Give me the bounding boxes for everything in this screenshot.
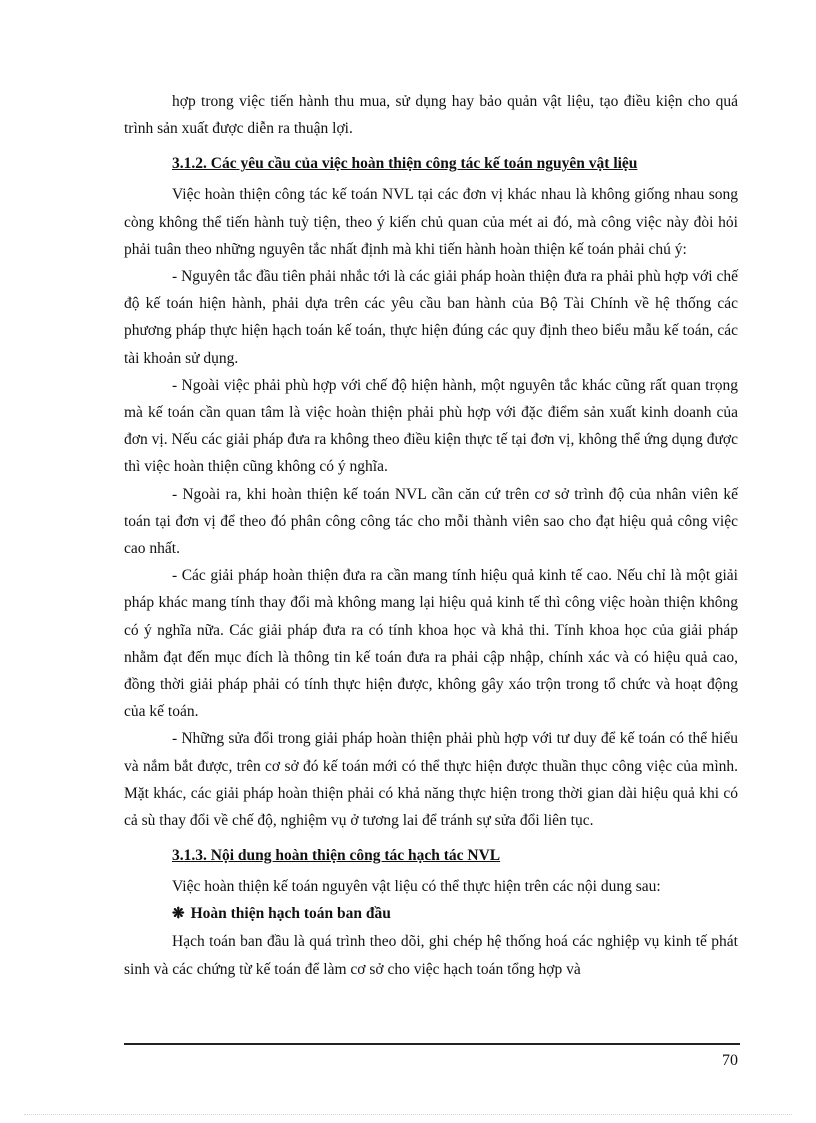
- bullet-heading-initial-accounting: [124, 900, 738, 928]
- paragraph-intro-continued: hợp trong việc tiến hành thu mua, sử dụng hay bảo quản vật liệu, tạo điều kiện cho quá trình sản xuất được diễn ra thuận lợi.: [124, 93, 738, 138]
- paragraph-content-intro: Việc hoàn thiện kế toán nguyên vật liệu có thể thực hiện trên các nội dung sau:: [172, 878, 661, 896]
- paragraph-principle-accounting-regime: - Nguyên tắc đầu tiên phải nhắc tới là các giải pháp hoàn thiện đưa ra phải phù hợp với chế độ kế toán hiện hành, phải dựa trên các yêu cầu ban hành của Bộ Tài Chính về hệ thống các phương pháp thực hiện hạch toán kế toán, thực hiện đúng các quy định theo biểu mẫu kế toán, các tài khoản sử dụng.: [124, 268, 738, 367]
- page-edge-divider: [24, 1114, 792, 1115]
- page-number: 70: [722, 1052, 738, 1069]
- paragraph-principle-business-fit: - Ngoài việc phải phù hợp với chế độ hiện hành, một nguyên tắc khác cũng rất quan trọng mà kế toán cần quan tâm là việc hoàn thiện phải phù hợp với đặc điểm sản xuất kinh doanh của đơn vị. Nếu các giải pháp đưa ra không theo điều kiện thực tế tại đơn vị, không thể ứng dụng được thì việc hoàn thiện cũng không có ý nghĩa.: [124, 376, 738, 476]
- footer-divider: [124, 1043, 740, 1045]
- heading-3-1-3: 3.1.3. Nội dung hoàn thiện công tác hạch tác NVL: [172, 847, 501, 865]
- document-page: [124, 88, 738, 983]
- flower-bullet-icon: ❋: [172, 906, 185, 923]
- paragraph-principle-staff-level: - Ngoài ra, khi hoàn thiện kế toán NVL cần căn cứ trên cơ sở trình độ của nhân viên kế toán tại đơn vị để theo đó phân công công tác cho mỗi thành viên sao cho đạt hiệu quả công việc cao nhất.: [124, 485, 738, 558]
- paragraph-requirements-intro: Việc hoàn thiện công tác kế toán NVL tại các đơn vị khác nhau là không giống nhau song còng không thể tiến hành tuỳ tiện, theo ý kiến chủ quan của mét ai đó, mà công việc này đòi hỏi phải tuân theo những nguyên tắc nhất định mà khi tiến hành hoàn thiện kế toán phải chú ý:: [124, 186, 738, 258]
- heading-3-1-2: 3.1.2. Các yêu cầu của việc hoàn thiện công tác kế toán nguyên vật liệu: [172, 155, 638, 173]
- paragraph-principle-economic-efficiency: - Các giải pháp hoàn thiện đưa ra cần mang tính hiệu quả kinh tế cao. Nếu chỉ là một giải pháp khác mang tính thay đổi mà không mang lại hiệu quả kinh tế thì công việc hoàn thiện không có ý nghĩa nữa. Các giải pháp đưa ra có tính khoa học và khả thi. Tính khoa học của giải pháp nhằm đạt đến mục đích là thông tin kế toán đưa ra phải cập nhập, chính xác và có hiệu quả cao, đồng thời giải pháp phải có tính thực hiện được, không gây xáo trộn trong tổ chức và hoạt động của kế toán.: [124, 567, 738, 721]
- paragraph-principle-understandable: - Những sửa đổi trong giải pháp hoàn thiện phải phù hợp với tư duy để kế toán có thể hiểu và nắm bắt được, trên cơ sở đó kế toán mới có thể thực hiện được thuần thục công việc của mình. Mặt khác, các giải pháp hoàn thiện phải có khả năng thực hiện trong thời gian dài hiệu quả khi có cả sù thay đổi về chế độ, nghiệm vụ ở tương lai để tránh sự sửa đổi liên tục.: [124, 730, 738, 830]
- bullet-heading-label: Hoàn thiện hạch toán ban đầu: [190, 905, 391, 923]
- paragraph-initial-accounting: Hạch toán ban đầu là quá trình theo dõi, ghi chép hệ thống hoá các nghiệp vụ kinh tế phát sinh và các chứng từ kế toán để làm cơ sở cho việc hạch toán tổng hợp và: [124, 933, 738, 978]
